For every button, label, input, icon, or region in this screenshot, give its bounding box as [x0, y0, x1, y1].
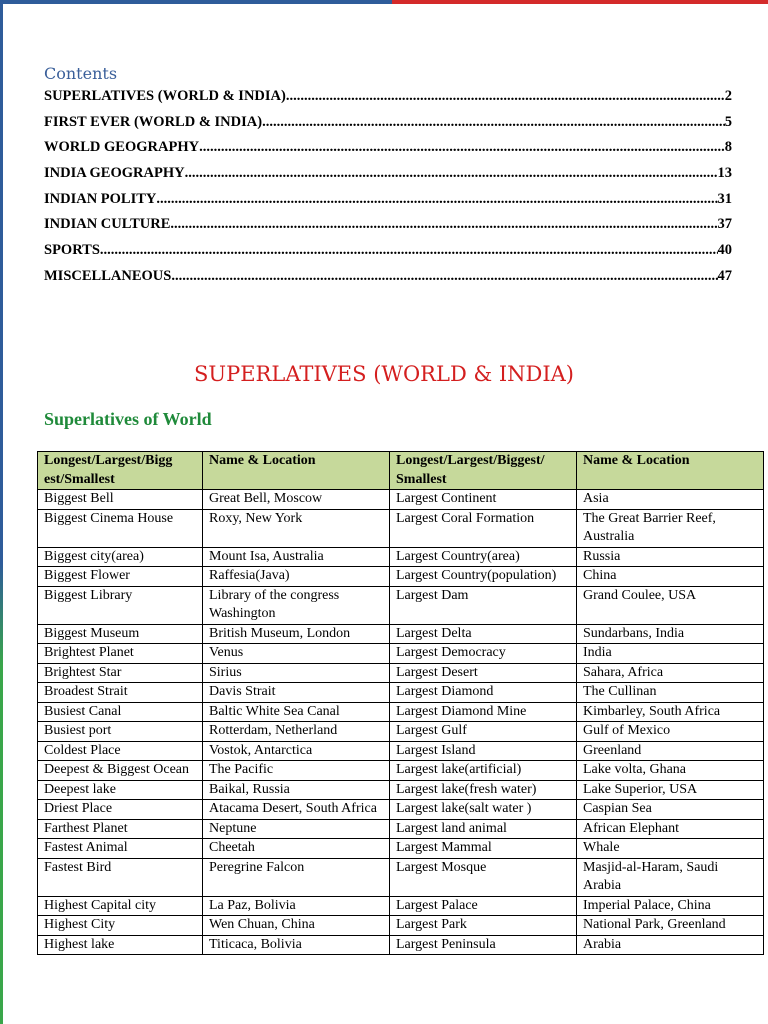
cell-location: China — [577, 567, 764, 587]
table-row — [38, 858, 764, 896]
toc-dot-leader — [170, 216, 717, 233]
cell-location: Neptune — [203, 819, 390, 839]
cell-location: Raffesia(Java) — [203, 567, 390, 587]
toc-dot-leader — [199, 139, 725, 156]
cell-location: Greenland — [577, 741, 764, 761]
toc-entry-page: 2 — [724, 88, 732, 104]
toc-entry-page: 8 — [724, 139, 732, 156]
cell-location: The Pacific — [203, 761, 390, 781]
toc-entry[interactable] — [44, 216, 732, 242]
toc-entry-label: FIRST EVER (WORLD & INDIA) — [44, 113, 263, 130]
cell-location: Atacama Desert, South Africa — [203, 800, 390, 820]
table-row — [38, 624, 764, 644]
cell-location: Imperial Palace, China — [577, 896, 764, 916]
cell-category: Biggest Cinema House — [38, 509, 203, 547]
cell-location: Kimbarley, South Africa — [577, 702, 764, 722]
table-header-row — [38, 452, 764, 490]
cell-category: Largest Island — [390, 741, 577, 761]
table-row — [38, 800, 764, 820]
cell-location: Rotterdam, Netherland — [203, 722, 390, 742]
section-title: SUPERLATIVES (WORLD & INDIA) — [194, 362, 574, 386]
toc-dot-leader — [262, 114, 725, 131]
table-row — [38, 490, 764, 510]
cell-category: Largest Peninsula — [390, 935, 577, 955]
toc-dot-leader — [286, 88, 725, 105]
cell-location: Wen Chuan, China — [203, 916, 390, 936]
cell-category: Fastest Bird — [38, 858, 203, 896]
table-row — [38, 761, 764, 781]
cell-location: British Museum, London — [203, 624, 390, 644]
cell-category: Largest lake(artificial) — [390, 761, 577, 781]
cell-category: Biggest Library — [38, 586, 203, 624]
cell-category: Largest lake(fresh water) — [390, 780, 577, 800]
toc-entry-page: 47 — [717, 267, 732, 284]
cell-category: Largest Park — [390, 916, 577, 936]
cell-location: Lake Superior, USA — [577, 780, 764, 800]
cell-location: Cheetah — [203, 839, 390, 859]
cell-category: Largest Country(area) — [390, 547, 577, 567]
cell-location: Caspian Sea — [577, 800, 764, 820]
toc-entry-page: 40 — [717, 242, 732, 259]
cell-category: Largest Continent — [390, 490, 577, 510]
cell-category: Largest Mosque — [390, 858, 577, 896]
cell-location: La Paz, Bolivia — [203, 896, 390, 916]
superlatives-table — [37, 451, 764, 955]
cell-location: Davis Strait — [203, 683, 390, 703]
header-location-2: Name & Location — [577, 452, 764, 490]
cell-location: Sahara, Africa — [577, 663, 764, 683]
toc-entry-label: INDIAN POLITY — [44, 190, 157, 207]
toc-entry[interactable] — [44, 88, 732, 114]
cell-location: Baikal, Russia — [203, 780, 390, 800]
table-row — [38, 780, 764, 800]
toc-entry-page: 13 — [717, 165, 732, 182]
cell-location: Vostok, Antarctica — [203, 741, 390, 761]
toc-entry-page: 37 — [717, 216, 732, 233]
cell-location: The Cullinan — [577, 683, 764, 703]
cell-location: The Great Barrier Reef, Australia — [577, 509, 764, 547]
cell-category: Largest Palace — [390, 896, 577, 916]
toc-entry-label: SPORTS — [44, 242, 100, 259]
cell-location: Sundarbans, India — [577, 624, 764, 644]
table-row — [38, 839, 764, 859]
cell-location: National Park, Greenland — [577, 916, 764, 936]
table-row — [38, 702, 764, 722]
table-row — [38, 586, 764, 624]
cell-category: Largest Diamond — [390, 683, 577, 703]
cell-location: Roxy, New York — [203, 509, 390, 547]
cell-location: Gulf of Mexico — [577, 722, 764, 742]
cell-location: Grand Coulee, USA — [577, 586, 764, 624]
cell-location: Asia — [577, 490, 764, 510]
cell-category: Fastest Animal — [38, 839, 203, 859]
header-category-2: Longest/Largest/Biggest/ Smallest — [390, 452, 577, 490]
cell-category: Biggest Bell — [38, 490, 203, 510]
cell-category: Broadest Strait — [38, 683, 203, 703]
subsection-title: Superlatives of World — [44, 409, 212, 429]
cell-category: Largest Mammal — [390, 839, 577, 859]
top-accent-bar-red — [392, 0, 768, 4]
cell-category: Largest Delta — [390, 624, 577, 644]
top-accent-bar-blue — [0, 0, 392, 4]
cell-category: Coldest Place — [38, 741, 203, 761]
cell-location: Titicaca, Bolivia — [203, 935, 390, 955]
cell-category: Busiest port — [38, 722, 203, 742]
left-accent-bar — [0, 0, 3, 1024]
header-category-1: Longest/Largest/Bigg est/Smallest — [38, 452, 203, 490]
toc-entry-label: MISCELLANEOUS — [44, 267, 172, 284]
toc-entry[interactable] — [44, 191, 732, 217]
cell-location: Russia — [577, 547, 764, 567]
cell-location: Venus — [203, 644, 390, 664]
cell-category: Largest Gulf — [390, 722, 577, 742]
toc-entry[interactable] — [44, 242, 732, 268]
toc-dot-leader — [185, 165, 718, 182]
cell-location: Whale — [577, 839, 764, 859]
toc-dot-leader — [100, 242, 718, 259]
cell-category: Largest Diamond Mine — [390, 702, 577, 722]
toc-entry-label: INDIAN CULTURE — [44, 216, 171, 233]
cell-location: Sirius — [203, 663, 390, 683]
table-row — [38, 722, 764, 742]
toc-entry-label: SUPERLATIVES (WORLD & INDIA) — [44, 88, 286, 104]
cell-category: Largest Country(population) — [390, 567, 577, 587]
cell-category: Deepest & Biggest Ocean — [38, 761, 203, 781]
toc-entry[interactable] — [44, 114, 732, 140]
cell-category: Largest land animal — [390, 819, 577, 839]
cell-category: Deepest lake — [38, 780, 203, 800]
cell-category: Biggest Flower — [38, 567, 203, 587]
header-location-1: Name & Location — [203, 452, 390, 490]
toc-entry-page: 5 — [724, 113, 732, 130]
table-row — [38, 916, 764, 936]
toc-entry-page: 31 — [717, 190, 732, 207]
toc-dot-leader — [171, 268, 717, 285]
cell-location: Lake volta, Ghana — [577, 761, 764, 781]
table-row — [38, 683, 764, 703]
cell-location: Baltic White Sea Canal — [203, 702, 390, 722]
cell-category: Biggest city(area) — [38, 547, 203, 567]
cell-location: African Elephant — [577, 819, 764, 839]
cell-category: Brightest Star — [38, 663, 203, 683]
cell-category: Largest lake(salt water ) — [390, 800, 577, 820]
cell-category: Largest Dam — [390, 586, 577, 624]
table-of-contents — [44, 88, 732, 294]
cell-category: Highest City — [38, 916, 203, 936]
cell-category: Largest Democracy — [390, 644, 577, 664]
cell-category: Highest Capital city — [38, 896, 203, 916]
cell-category: Brightest Planet — [38, 644, 203, 664]
cell-category: Farthest Planet — [38, 819, 203, 839]
toc-entry[interactable] — [44, 139, 732, 165]
table-row — [38, 509, 764, 547]
cell-category: Largest Desert — [390, 663, 577, 683]
table-row — [38, 896, 764, 916]
cell-location: Great Bell, Moscow — [203, 490, 390, 510]
cell-category: Driest Place — [38, 800, 203, 820]
table-row — [38, 819, 764, 839]
table-row — [38, 547, 764, 567]
table-row — [38, 644, 764, 664]
toc-entry-label: WORLD GEOGRAPHY — [44, 139, 200, 156]
cell-location: Library of the congress Washington — [203, 586, 390, 624]
toc-dot-leader — [156, 191, 717, 208]
table-row — [38, 741, 764, 761]
cell-category: Busiest Canal — [38, 702, 203, 722]
cell-location: Arabia — [577, 935, 764, 955]
cell-category: Largest Coral Formation — [390, 509, 577, 547]
toc-entry-label: INDIA GEOGRAPHY — [44, 165, 185, 182]
table-row — [38, 567, 764, 587]
table-row — [38, 663, 764, 683]
cell-location: Mount Isa, Australia — [203, 547, 390, 567]
cell-location: Masjid-al-Haram, Saudi Arabia — [577, 858, 764, 896]
cell-location: India — [577, 644, 764, 664]
cell-location: Peregrine Falcon — [203, 858, 390, 896]
toc-entry[interactable] — [44, 268, 732, 294]
table-row — [38, 935, 764, 955]
cell-category: Highest lake — [38, 935, 203, 955]
toc-entry[interactable] — [44, 165, 732, 191]
cell-category: Biggest Museum — [38, 624, 203, 644]
contents-heading: Contents — [44, 64, 118, 83]
